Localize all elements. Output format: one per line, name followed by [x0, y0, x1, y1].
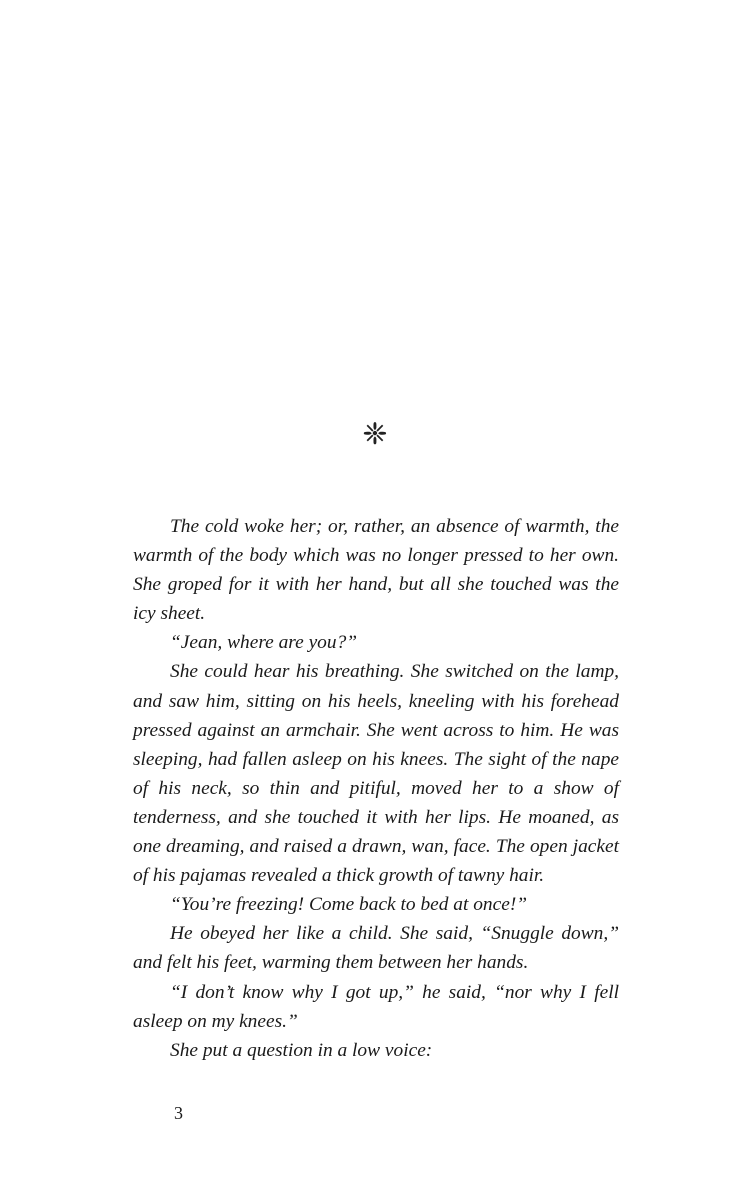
paragraph: He obeyed her like a child. She said, “Snuggle down,” and felt his feet, warming them between her hands.	[133, 923, 619, 974]
paragraph: She could hear his breathing. She switched on the lamp, and saw him, sitting on his heels, kneeling with his forehead pressed against an armchair. She went across to him. He was sleeping, had fallen asleep on his knees. The sight of the nape of his neck, so thin and pitiful, moved her to a show of tenderness, and she touched it with her lips. He moaned, as one dreaming, and raised a drawn, wan, face. The open jacket of his pajamas revealed a thick growth of tawny hair.	[133, 661, 619, 887]
paragraph: “Jean, where are you?”	[170, 632, 358, 654]
body-text	[133, 512, 619, 1065]
paragraph: “You’re freezing! Come back to bed at once!”	[170, 894, 528, 916]
ornament-icon: ❈	[362, 417, 388, 452]
page-number: 3	[174, 1103, 183, 1123]
paragraph: She put a question in a low voice:	[170, 1039, 433, 1061]
paragraph: “I don’t know why I got up,” he said, “nor why I fell asleep on my knees.”	[133, 981, 619, 1032]
paragraph: The cold woke her; or, rather, an absence of warmth, the warmth of the body which was no longer pressed to her own. She groped for it with her hand, but all she touched was the icy sheet.	[133, 516, 619, 625]
